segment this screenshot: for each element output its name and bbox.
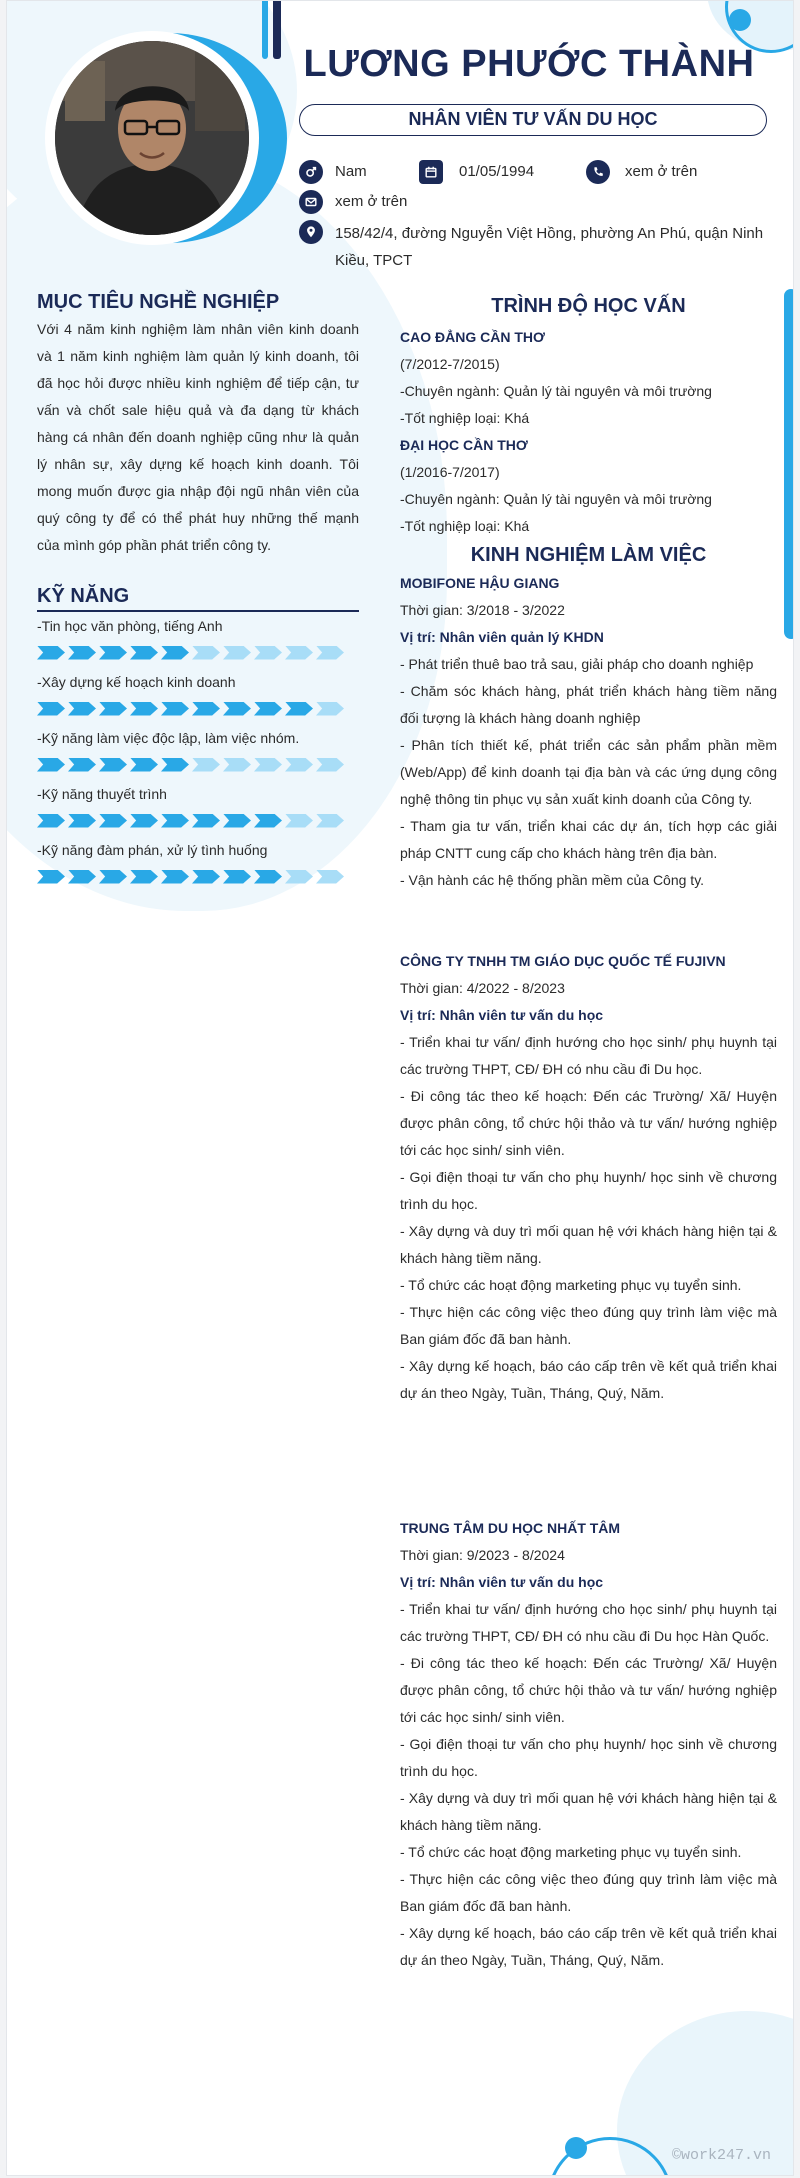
- skill-arrow-empty: [316, 646, 344, 660]
- skill-arrow-filled: [130, 646, 158, 660]
- skill-arrow-filled: [99, 814, 127, 828]
- skill-arrow-filled: [161, 702, 189, 716]
- job-entry: [400, 948, 777, 1407]
- skill-arrow-filled: [161, 814, 189, 828]
- job-company: CÔNG TY TNHH TM GIÁO DỤC QUỐC TẾ FUJIVN: [400, 953, 726, 969]
- experience-heading: KINH NGHIỆM LÀM VIỆC: [470, 544, 707, 566]
- location-pin-icon: [299, 220, 323, 244]
- education-grade: -Tốt nghiệp loại: Khá: [400, 410, 530, 426]
- job-time: Thời gian: 4/2022 - 8/2023: [400, 980, 565, 996]
- skill-arrow-filled: [161, 758, 189, 772]
- job-task: - Thực hiện các công việc theo đúng quy trình làm việc mà Ban giám đốc đã ban hành.: [400, 1304, 777, 1347]
- skill-arrow-empty: [223, 646, 251, 660]
- skill-arrow-filled: [68, 646, 96, 660]
- skill-arrow-empty: [285, 758, 313, 772]
- job-task: - Triển khai tư vấn/ định hướng cho học sinh/ phụ huynh tại các trường THPT, CĐ/ ĐH có nhu cầu đi Du học.: [400, 1034, 777, 1077]
- skill-arrow-filled: [223, 870, 251, 884]
- job-entry: [400, 570, 777, 894]
- skill-arrow-filled: [254, 870, 282, 884]
- skill-arrow-filled: [161, 870, 189, 884]
- job-task: - Tổ chức các hoạt động marketing phục vụ tuyển sinh.: [400, 1277, 742, 1293]
- skill-arrow-empty: [285, 870, 313, 884]
- skill-arrow-empty: [316, 702, 344, 716]
- gender-value: Nam: [335, 163, 367, 180]
- skill-arrow-filled: [99, 870, 127, 884]
- skill-arrow-filled: [130, 814, 158, 828]
- skill-arrow-filled: [68, 814, 96, 828]
- skills-underline: [37, 610, 359, 612]
- skill-arrow-empty: [285, 814, 313, 828]
- job-time: Thời gian: 3/2018 - 3/2022: [400, 602, 565, 618]
- education-period: (7/2012-7/2015): [400, 356, 500, 372]
- skill-arrow-filled: [37, 870, 65, 884]
- skill-rating: [37, 814, 359, 830]
- job-role: Vị trí: Nhân viên quản lý KHDN: [400, 629, 604, 645]
- skill-arrow-filled: [223, 814, 251, 828]
- job-task: - Tổ chức các hoạt động marketing phục vụ tuyển sinh.: [400, 1844, 742, 1860]
- job-task: - Thực hiện các công việc theo đúng quy trình làm việc mà Ban giám đốc đã ban hành.: [400, 1871, 777, 1914]
- skill-rating: [37, 870, 359, 886]
- birthdate-value: 01/05/1994: [459, 163, 535, 180]
- education-grade: -Tốt nghiệp loại: Khá: [400, 518, 530, 534]
- email-icon: [299, 190, 323, 214]
- phone-value: xem ở trên: [625, 163, 698, 180]
- avatar-photo: [55, 41, 249, 235]
- right-column: [400, 295, 777, 1974]
- job-task: - Gọi điện thoại tư vấn cho phụ huynh/ học sinh về chương trình du học.: [400, 1736, 777, 1779]
- skill-arrow-empty: [316, 870, 344, 884]
- education-school: CAO ĐẲNG CẦN THƠ: [400, 329, 545, 345]
- skill-arrow-filled: [254, 814, 282, 828]
- job-task: - Đi công tác theo kế hoạch: Đến các Trường/ Xã/ Huyện được phân công, tổ chức hội thảo và tư vấn/ hướng nghiệp tới các học sinh/ sinh viên.: [400, 1655, 777, 1725]
- phone-icon: [586, 160, 610, 184]
- skill-arrow-empty: [223, 758, 251, 772]
- skill-arrow-filled: [68, 702, 96, 716]
- job-company: TRUNG TÂM DU HỌC NHẤT TÂM: [400, 1520, 621, 1536]
- skill-arrow-empty: [192, 646, 220, 660]
- skill-label: -Kỹ năng thuyết trình: [37, 785, 167, 802]
- skill-arrow-filled: [99, 702, 127, 716]
- skills-list: [37, 618, 359, 886]
- job-task: - Tham gia tư vấn, triển khai các dự án, tích hợp các giải pháp CNTT cung cấp cho khách hàng trên địa bàn.: [400, 818, 777, 861]
- skill-rating: [37, 646, 359, 662]
- skill-arrow-filled: [161, 646, 189, 660]
- skill-label: -Kỹ năng làm việc độc lập, làm việc nhóm.: [37, 729, 300, 746]
- skill-arrow-filled: [68, 870, 96, 884]
- job-task: - Xây dựng và duy trì mối quan hệ với khách hàng hiện tại & khách hàng tiềm năng.: [400, 1790, 777, 1833]
- skill-rating: [37, 702, 359, 718]
- cv-page: [6, 0, 794, 2176]
- candidate-name: LƯƠNG PHƯỚC THÀNH: [303, 43, 755, 85]
- skill-arrow-filled: [37, 758, 65, 772]
- email-value: xem ở trên: [335, 193, 408, 210]
- skill-arrow-empty: [192, 758, 220, 772]
- skill-arrow-empty: [316, 758, 344, 772]
- bottom-dot: [565, 2137, 587, 2159]
- left-column: [37, 291, 359, 898]
- skill-arrow-filled: [99, 758, 127, 772]
- avatar: [55, 41, 249, 235]
- job-task: - Xây dựng và duy trì mối quan hệ với khách hàng hiện tại & khách hàng tiềm năng.: [400, 1223, 777, 1266]
- job-task: - Phân tích thiết kế, phát triển các sản phẩm phần mềm (Web/App) để kinh doanh tại địa bàn và các ứng dụng công nghệ thông tin phục vụ sản xuất kinh doanh của Công ty.: [400, 737, 777, 807]
- skill-arrow-empty: [285, 646, 313, 660]
- skill-arrow-filled: [37, 702, 65, 716]
- address-value: 158/42/4, đường Nguyễn Việt Hồng, phường An Phú, quận Ninh Kiều, TPCT: [335, 225, 764, 269]
- skill-arrow-empty: [254, 646, 282, 660]
- skill-label: -Tin học văn phòng, tiếng Anh: [37, 617, 223, 634]
- education-heading: TRÌNH ĐỘ HỌC VẤN: [491, 295, 686, 317]
- skill-rating: [37, 758, 359, 774]
- education-major: -Chuyên ngành: Quản lý tài nguyên và môi trường: [400, 383, 712, 399]
- skill-arrow-filled: [285, 702, 313, 716]
- job-task: - Xây dựng kế hoạch, báo cáo cấp trên về kết quả triển khai dự án theo Ngày, Tuần, Tháng, Quý, Năm.: [400, 1358, 777, 1401]
- job-title: NHÂN VIÊN TƯ VẤN DU HỌC: [299, 104, 767, 136]
- education-school: ĐẠI HỌC CẦN THƠ: [400, 437, 528, 453]
- skill-label: -Xây dựng kế hoạch kinh doanh: [37, 673, 236, 690]
- skill-arrow-empty: [316, 814, 344, 828]
- job-task: - Vận hành các hệ thống phần mềm của Công ty.: [400, 872, 705, 888]
- job-task: - Phát triển thuê bao trả sau, giải pháp cho doanh nghiệp: [400, 656, 754, 672]
- watermark: ©work247.vn: [672, 2147, 772, 2164]
- job-company: MOBIFONE HẬU GIANG: [400, 575, 560, 591]
- skill-arrow-filled: [99, 646, 127, 660]
- job-role: Vị trí: Nhân viên tư vấn du học: [400, 1007, 604, 1023]
- skill-arrow-filled: [68, 758, 96, 772]
- skills-heading: KỸ NĂNG: [37, 585, 130, 607]
- skill-arrow-filled: [130, 870, 158, 884]
- gender-icon: [299, 160, 323, 184]
- skill-arrow-filled: [192, 702, 220, 716]
- skill-arrow-filled: [192, 814, 220, 828]
- job-task: - Xây dựng kế hoạch, báo cáo cấp trên về kết quả triển khai dự án theo Ngày, Tuần, Tháng, Quý, Năm.: [400, 1925, 777, 1968]
- skill-arrow-filled: [130, 758, 158, 772]
- job-entry: [400, 1515, 777, 1974]
- education-list: [400, 324, 777, 540]
- skill-arrow-filled: [37, 646, 65, 660]
- calendar-icon: [419, 160, 443, 184]
- objective-text: Với 4 năm kinh nghiệm làm nhân viên kinh doanh và 1 năm kinh nghiệm làm quản lý kinh doanh, tôi đã học hỏi được nhiều kinh nghiệm để tiếp cận, tư vấn và chốt sale hiệu quả và đa dạng từ khách hàng cá nhân đến doanh nghiệp cũng như là quản lý nhân sự, xây dựng kế hoạch kinh doanh. Tôi mong muốn được gia nhập đội ngũ nhân viên của quý công ty để có thể phát huy những thế mạnh của mình góp phần phát triển công ty.: [37, 321, 359, 553]
- experience-list: [400, 570, 777, 1974]
- job-time: Thời gian: 9/2023 - 8/2024: [400, 1547, 565, 1563]
- skill-arrow-filled: [223, 702, 251, 716]
- top-bar-accent-2: [273, 1, 281, 59]
- right-edge-accent: [784, 289, 794, 639]
- job-role: Vị trí: Nhân viên tư vấn du học: [400, 1574, 604, 1590]
- job-task: - Chăm sóc khách hàng, phát triển khách hàng tiềm năng đối tượng là khách hàng doanh nghiệp: [400, 683, 777, 726]
- objective-heading: MỤC TIÊU NGHỀ NGHIỆP: [37, 291, 280, 313]
- job-task: - Triển khai tư vấn/ định hướng cho học sinh/ phụ huynh tại các trường THPT, CĐ/ ĐH có nhu cầu đi Du học Hàn Quốc.: [400, 1601, 777, 1644]
- education-period: (1/2016-7/2017): [400, 464, 500, 480]
- skill-arrow-filled: [192, 870, 220, 884]
- skill-arrow-filled: [130, 702, 158, 716]
- top-bar-accent: [262, 1, 268, 59]
- skill-label: -Kỹ năng đàm phán, xử lý tình huống: [37, 841, 268, 858]
- job-task: - Đi công tác theo kế hoạch: Đến các Trường/ Xã/ Huyện được phân công, tổ chức hội thảo và tư vấn/ hướng nghiệp tới các học sinh/ sinh viên.: [400, 1088, 777, 1158]
- skill-arrow-filled: [37, 814, 65, 828]
- skill-arrow-filled: [254, 702, 282, 716]
- job-task: - Gọi điện thoại tư vấn cho phụ huynh/ học sinh về chương trình du học.: [400, 1169, 777, 1212]
- education-major: -Chuyên ngành: Quản lý tài nguyên và môi trường: [400, 491, 712, 507]
- skill-arrow-empty: [254, 758, 282, 772]
